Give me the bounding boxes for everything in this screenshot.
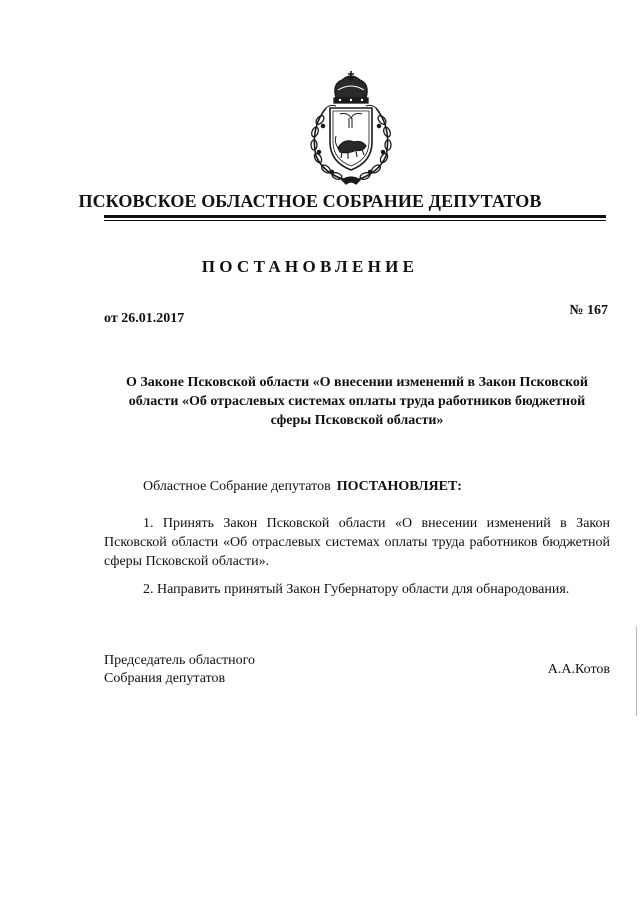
subject-line: сферы Псковской области»: [270, 413, 444, 428]
shield-icon: [330, 108, 372, 170]
preamble: [143, 479, 462, 495]
resolution-item-1: 1. Принять Закон Псковской области «О внесении изменений в Закон Псковской области «Об отраслевых системах оплаты труда работников бюджетной сферы Псковской области».: [104, 516, 610, 569]
signatory-name: А.А.Котов: [547, 662, 610, 677]
signatory-position-line: Собрания депутатов: [104, 671, 226, 686]
preamble-text: Областное Собрание депутатов: [143, 479, 331, 494]
resolution-item-2: 2. Направить принятый Закон Губернатору области для обнародования.: [143, 582, 570, 597]
crown-icon: [334, 71, 368, 103]
subject-line: области «Об отраслевых системах оплаты труда работников бюджетной: [128, 394, 586, 409]
header-rule-thin: [104, 220, 606, 221]
document-date: от 26.01.2017: [104, 311, 185, 326]
document-type-title: ПОСТАНОВЛЕНИЕ: [201, 257, 419, 276]
organization-title: ПСКОВСКОЕ ОБЛАСТНОЕ СОБРАНИЕ ДЕПУТАТОВ: [78, 191, 542, 211]
scan-margin-mark: [636, 626, 637, 716]
header-rule-thick: [104, 215, 606, 218]
document-number: № 167: [569, 303, 608, 318]
signatory-position: [104, 652, 255, 688]
signatory-position-line: Председатель областного: [104, 653, 256, 668]
subject-line: О Законе Псковской области «О внесении изменений в Закон Псковской: [126, 375, 588, 390]
preamble-verb: ПОСТАНОВЛЯЕТ:: [336, 479, 462, 494]
coat-of-arms-emblem: [296, 68, 406, 186]
document-subject: [104, 373, 610, 430]
